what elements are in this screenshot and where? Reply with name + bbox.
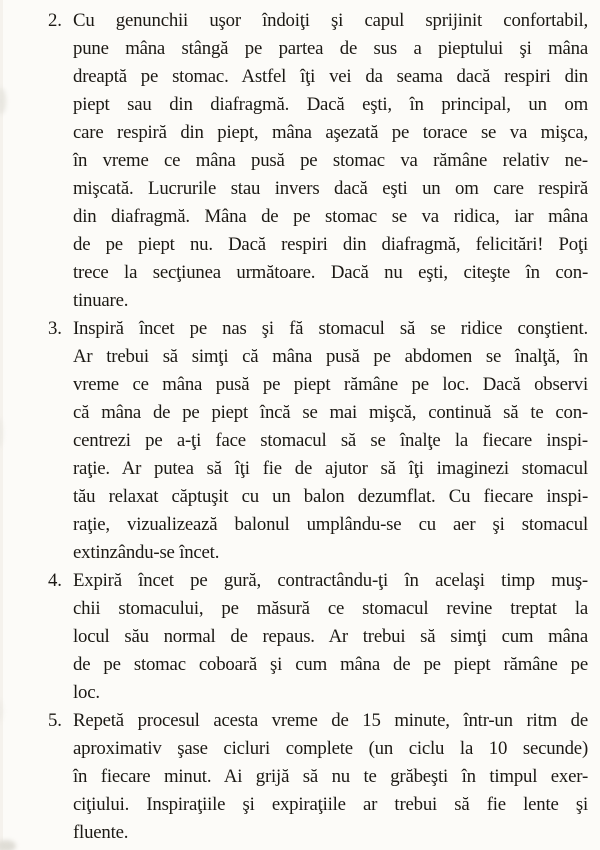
text-line: fluente. xyxy=(73,822,129,843)
text-line: locul său normal de repaus. Ar trebui să simţi cum mâna xyxy=(73,626,588,647)
text-line: tinuare. xyxy=(73,290,129,311)
item-number: 4. xyxy=(48,570,62,591)
text-line: Cu genunchii uşor îndoiţi şi capul sprijinit confortabil, xyxy=(73,10,588,31)
list-item xyxy=(48,567,588,707)
scan-smudge xyxy=(0,840,16,850)
text-line: de pe stomac coboară şi cum mâna de pe piept rămâne pe xyxy=(73,654,588,675)
text-line: din diafragmă. Mâna de pe stomac se va ridica, iar mâna xyxy=(73,206,588,227)
item-text xyxy=(73,7,588,315)
text-line: ciţiului. Inspiraţiile şi expiraţiile ar trebui să fie lente şi xyxy=(73,794,588,815)
item-text xyxy=(73,707,588,847)
text-line: care respiră din piept, mâna aşezată pe torace se va mişca, xyxy=(73,122,588,143)
text-line: Ar trebui să simţi că mâna pusă pe abdomen se înalţă, în xyxy=(73,346,588,367)
text-line: de pe piept nu. Dacă respiri din diafragmă, felicitări! Poţi xyxy=(73,234,588,255)
text-line: trece la secţiunea următoare. Dacă nu eşti, citeşte în con- xyxy=(73,262,588,283)
text-line: extinzându-se încet. xyxy=(73,542,220,563)
item-text xyxy=(73,567,588,707)
text-line: Inspiră încet pe nas şi fă stomacul să se ridice conştient. xyxy=(73,318,588,339)
list-item xyxy=(48,315,588,567)
text-line: vreme ce mâna pusă pe piept rămâne pe loc. Dacă observi xyxy=(73,374,588,395)
item-number: 2. xyxy=(48,10,62,31)
item-text xyxy=(73,315,588,567)
list-item xyxy=(48,707,588,847)
scan-smudge xyxy=(0,88,6,114)
text-line: raţie, vizualizează balonul umplându-se cu aer şi stomacul xyxy=(73,514,588,535)
text-line: Expiră încet pe gură, contractându-ţi în acelaşi timp muş- xyxy=(73,570,588,591)
list-item xyxy=(48,7,588,315)
numbered-list xyxy=(48,7,588,847)
item-number: 5. xyxy=(48,710,62,731)
text-line: raţie. Ar putea să îţi fie de ajutor să îţi imaginezi stomacul xyxy=(73,458,588,479)
text-line: că mâna de pe piept încă se mai mişcă, continuă să te con- xyxy=(73,402,588,423)
item-number: 3. xyxy=(48,318,62,339)
text-line: chii stomacului, pe măsură ce stomacul revine treptat la xyxy=(73,598,588,619)
text-line: pune mâna stângă pe partea de sus a pieptului şi mâna xyxy=(73,38,588,59)
text-line: loc. xyxy=(73,682,100,703)
text-line: în fiecare minut. Ai grijă să nu te grăbeşti în timpul exer- xyxy=(73,766,588,787)
text-line: Repetă procesul acesta vreme de 15 minute, într-un ritm de xyxy=(73,710,588,731)
text-line: aproximativ şase cicluri complete (un ciclu la 10 secunde) xyxy=(73,738,588,759)
text-line: mişcată. Lucrurile stau invers dacă eşti un om care respiră xyxy=(73,178,588,199)
text-line: piept sau din diafragmă. Dacă eşti, în principal, un om xyxy=(73,94,588,115)
text-line: tău relaxat căptuşit cu un balon dezumflat. Cu fiecare inspi- xyxy=(73,486,588,507)
text-line: în vreme ce mâna pusă pe stomac va rămâne relativ ne- xyxy=(73,150,588,171)
text-line: centrezi pe a-ţi face stomacul să se înalţe la fiecare inspi- xyxy=(73,430,588,451)
text-line: dreaptă pe stomac. Astfel îţi vei da seama dacă respiri din xyxy=(73,66,588,87)
